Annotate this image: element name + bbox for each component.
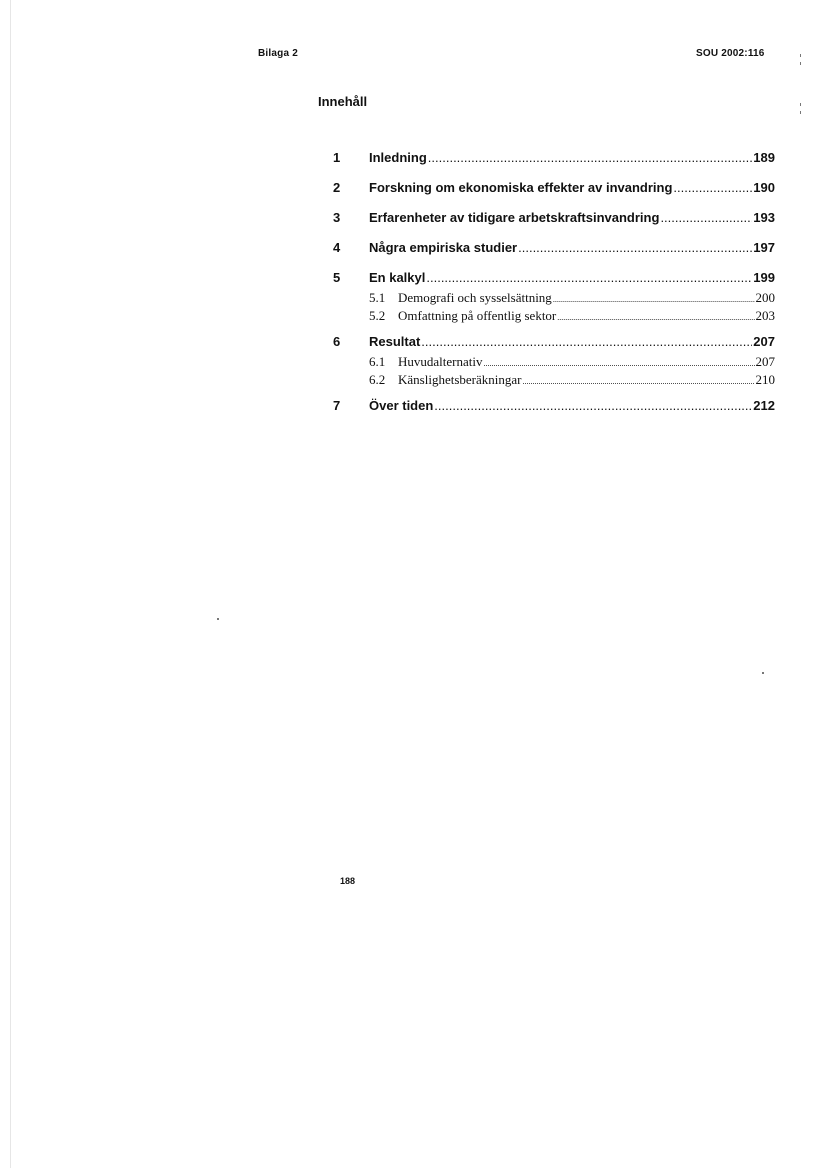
dot-leader (483, 359, 754, 368)
toc-chapter-6[interactable] (333, 334, 775, 356)
section-number: 6.2 (369, 372, 386, 387)
section-title: Huvudalternativ (398, 354, 483, 369)
section-number: 6.1 (369, 354, 386, 369)
scan-speck (800, 111, 801, 114)
scan-speck (800, 103, 801, 106)
toc-chapter-1[interactable] (333, 150, 775, 172)
dot-leader (426, 270, 752, 285)
scan-speck (762, 672, 764, 674)
dot-leader (434, 398, 752, 413)
scan-speck (800, 54, 801, 57)
chapter-title: Resultat (369, 334, 421, 349)
toc-section-6-1[interactable] (369, 354, 775, 372)
toc-section-5-2[interactable] (369, 308, 775, 326)
section-page: 203 (755, 308, 775, 323)
dot-leader (673, 180, 752, 195)
chapter-number: 6 (333, 334, 341, 349)
dot-leader (421, 334, 752, 349)
chapter-number: 7 (333, 398, 341, 413)
toc-section-6-2[interactable] (369, 372, 775, 390)
chapter-number: 5 (333, 270, 341, 285)
section-number: 5.2 (369, 308, 386, 323)
table-of-contents (333, 150, 775, 428)
section-title: Omfattning på offentlig sektor (398, 308, 557, 323)
dot-leader (428, 150, 753, 165)
dot-leader (553, 295, 755, 304)
chapter-title: Några empiriska studier (369, 240, 518, 255)
chapter-title: Inledning (369, 150, 427, 165)
section-title: Demografi och sysselsättning (398, 290, 552, 305)
running-head-right: SOU 2002:116 (696, 48, 765, 59)
scan-speck (800, 62, 801, 65)
dot-leader (660, 210, 752, 225)
section-page: 207 (755, 354, 775, 369)
running-head-left: Bilaga 2 (258, 48, 298, 59)
page-number: 188 (340, 876, 356, 886)
chapter-number: 3 (333, 210, 341, 225)
chapter-number: 4 (333, 240, 341, 255)
dot-leader (557, 313, 754, 322)
section-title: Känslighetsberäkningar (398, 372, 522, 387)
toc-title: Innehåll (318, 94, 368, 109)
toc-section-5-1[interactable] (369, 290, 775, 308)
toc-chapter-2[interactable] (333, 180, 775, 202)
chapter-number: 1 (333, 150, 341, 165)
section-page: 210 (755, 372, 775, 387)
scan-edge-line (10, 0, 11, 1168)
section-page: 200 (755, 290, 775, 305)
toc-chapter-7[interactable] (333, 398, 775, 420)
chapter-title: En kalkyl (369, 270, 426, 285)
section-number: 5.1 (369, 290, 386, 305)
chapter-number: 2 (333, 180, 341, 195)
scan-speck (217, 618, 219, 620)
toc-chapter-3[interactable] (333, 210, 775, 232)
chapter-title: Erfarenheter av tidigare arbetskraftsinvandring (369, 210, 660, 225)
chapter-page: 189 (753, 150, 775, 165)
chapter-page: 193 (753, 210, 775, 225)
dot-leader (522, 377, 754, 386)
dot-leader (518, 240, 752, 255)
toc-chapter-5[interactable] (333, 270, 775, 292)
chapter-title: Över tiden (369, 398, 434, 413)
chapter-page: 199 (753, 270, 775, 285)
chapter-title: Forskning om ekonomiska effekter av invandring (369, 180, 673, 195)
chapter-page: 207 (753, 334, 775, 349)
chapter-page: 212 (753, 398, 775, 413)
chapter-page: 197 (753, 240, 775, 255)
chapter-page: 190 (753, 180, 775, 195)
toc-chapter-4[interactable] (333, 240, 775, 262)
